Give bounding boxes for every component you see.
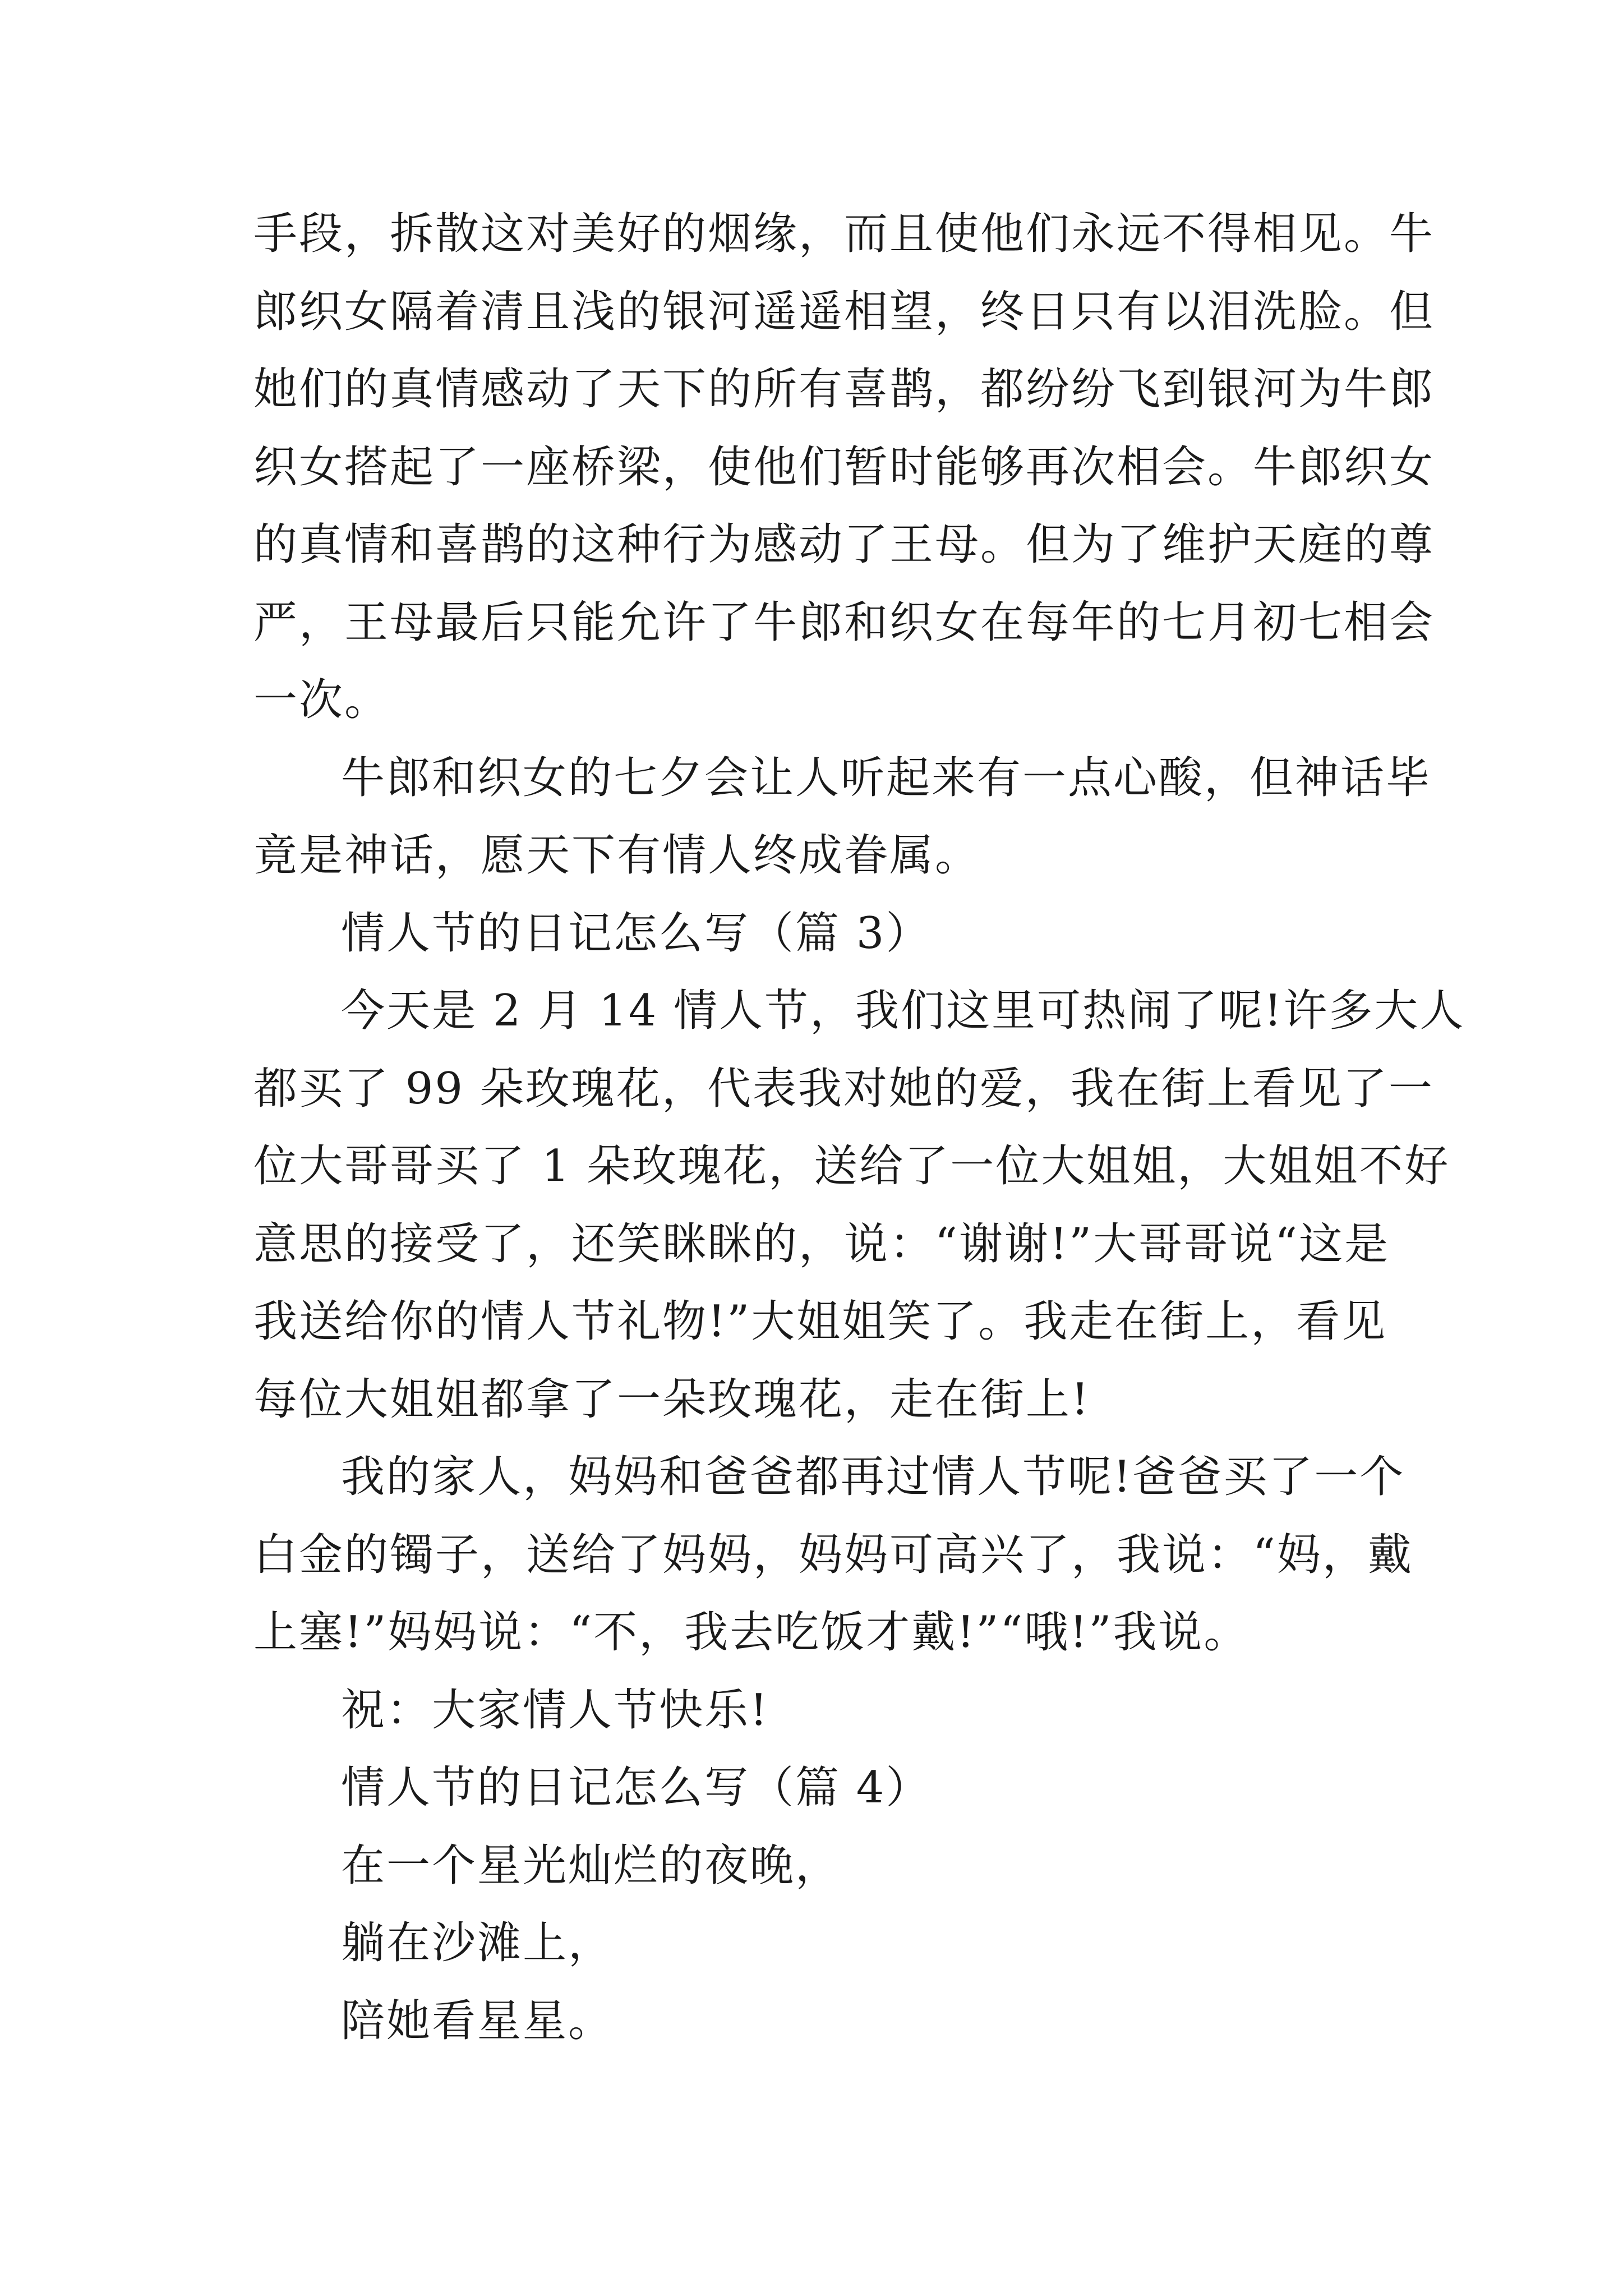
document-body <box>253 195 1465 2060</box>
poem-line: 陪她看星星。 <box>341 1995 614 2046</box>
body-line: 我送给你的情人节礼物!”大姐姐笑了。我走在街上，看见 <box>253 1296 1387 1347</box>
body-line: 都买了 99 朵玫瑰花，代表我对她的爱，我在街上看见了一 <box>253 1063 1434 1114</box>
body-line: 手段，拆散这对美好的烟缘，而且使他们永远不得相见。牛 <box>253 209 1435 259</box>
body-line: 牛郎和织女的七夕会让人听起来有一点心酸，但神话毕 <box>341 752 1432 803</box>
body-line: 今天是 2 月 14 情人节，我们这里可热闹了呢!许多大人 <box>341 986 1465 1036</box>
body-line: 严，王母最后只能允许了牛郎和织女在每年的七月初七相会 <box>253 597 1435 648</box>
poem-line: 躺在沙滩上， <box>341 1918 614 1968</box>
section-heading: 情人节的日记怎么写（篇 3） <box>341 908 932 959</box>
body-line: 郎织女隔着清且浅的银河遥遥相望，终日只有以泪洗脸。但 <box>253 286 1435 337</box>
body-line: 意思的接受了，还笑眯眯的，说：“谢谢!”大哥哥说“这是 <box>253 1218 1390 1269</box>
body-line: 一次。 <box>253 675 390 725</box>
body-line: 祝：大家情人节快乐! <box>341 1685 769 1736</box>
body-line: 织女搭起了一座桥梁，使他们暂时能够再次相会。牛郎织女 <box>253 441 1435 493</box>
body-line: 上塞!”妈妈说：“不，我去吃饭才戴!”“哦!”我说。 <box>253 1607 1249 1658</box>
body-line: 她们的真情感动了天下的所有喜鹊，都纷纷飞到银河为牛郎 <box>253 364 1435 415</box>
body-line: 我的家人，妈妈和爸爸都再过情人节呢!爸爸买了一个 <box>341 1452 1405 1502</box>
section-heading: 情人节的日记怎么写（篇 4） <box>341 1763 932 1813</box>
body-line: 位大哥哥买了 1 朵玫瑰花，送给了一位大姐姐，大姐姐不好 <box>253 1141 1450 1191</box>
poem-line: 在一个星光灿烂的夜晚， <box>341 1840 841 1891</box>
body-line: 每位大姐姐都拿了一朵玫瑰花，走在街上! <box>253 1374 1091 1425</box>
body-line: 竟是神话，愿天下有情人终成眷属。 <box>253 830 981 881</box>
body-line: 白金的镯子，送给了妈妈，妈妈可高兴了，我说：“妈，戴 <box>253 1529 1413 1580</box>
body-line: 的真情和喜鹊的这种行为感动了王母。但为了维护天庭的尊 <box>253 519 1435 570</box>
